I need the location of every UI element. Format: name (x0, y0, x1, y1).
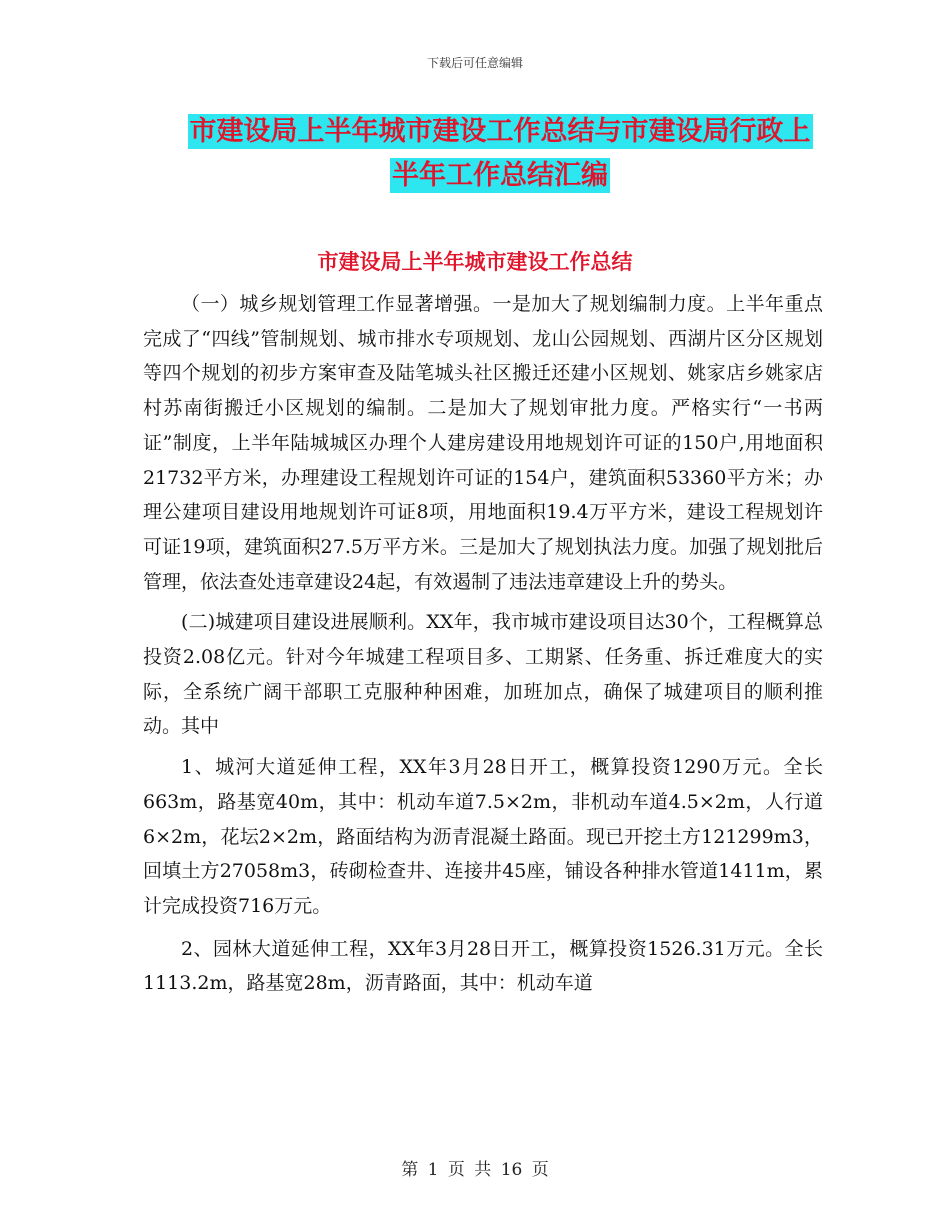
main-title-line2: 半年工作总结汇编 (392, 160, 608, 191)
main-title (140, 110, 860, 198)
body-text (143, 287, 823, 1009)
header-note: 下载后可任意编辑 (426, 56, 523, 70)
main-title-line1: 市建设局上半年城市建设工作总结与市建设局行政上 (189, 116, 811, 147)
paragraph-planning: （一）城乡规划管理工作显著增强。一是加大了规划编制力度。上半年重点完成了“四线”管制规划、城市排水专项规划、龙山公园规划、西湖片区分区规划等四个规划的初步方案审查及陆笔城头社区搬迁还建小区规划、姚家店乡姚家店村苏南街搬迁小区规划的编制。二是加大了规划审批力度。严格实行“一书两证”制度，上半年陆城城区办理个人建房建设用地规划许可证的150户,用地面积21732平方米，办理建设工程规划许可证的154户，建筑面积53360平方米；办理公建项目建设用地规划许可证8项，用地面积19.4万平方米，建设工程规划许可证19项，建筑面积27.5万平方米。三是加大了规划执法力度。加强了规划批后管理，依法查处违章建设24起，有效遏制了违法违章建设上升的势头。 (143, 293, 823, 593)
page-footer: 第 1 页 共 16 页 (401, 1160, 549, 1180)
paragraph-item-1: 1、城河大道延伸工程，XX年3月28日开工，概算投资1290万元。全长663m，路基宽40m，其中：机动车道7.5×2m，非机动车道4.5×2m，人行道6×2m，花坛2×2m，路面结构为沥青混凝土路面。现已开挖土方121299m3，回填土方27058m3，砖砌检查井、连接井45座，铺设各种排水管道1411m，累计完成投资716万元。 (143, 756, 823, 917)
paragraph-item-2: 2、园林大道延伸工程，XX年3月28日开工，概算投资1526.31万元。全长1113.2m，路基宽28m，沥青路面，其中：机动车道 (143, 937, 823, 995)
section-title: 市建设局上半年城市建设工作总结 (317, 250, 633, 274)
paragraph-projects: (二)城建项目建设进展顺利。XX年，我市城市建设项目达30个，工程概算总投资2.08亿元。针对今年城建工程项目多、工期紧、任务重、拆迁难度大的实际，全系统广阔干部职工克服种种困难，加班加点，确保了城建项目的顺利推动。其中 (143, 611, 823, 738)
